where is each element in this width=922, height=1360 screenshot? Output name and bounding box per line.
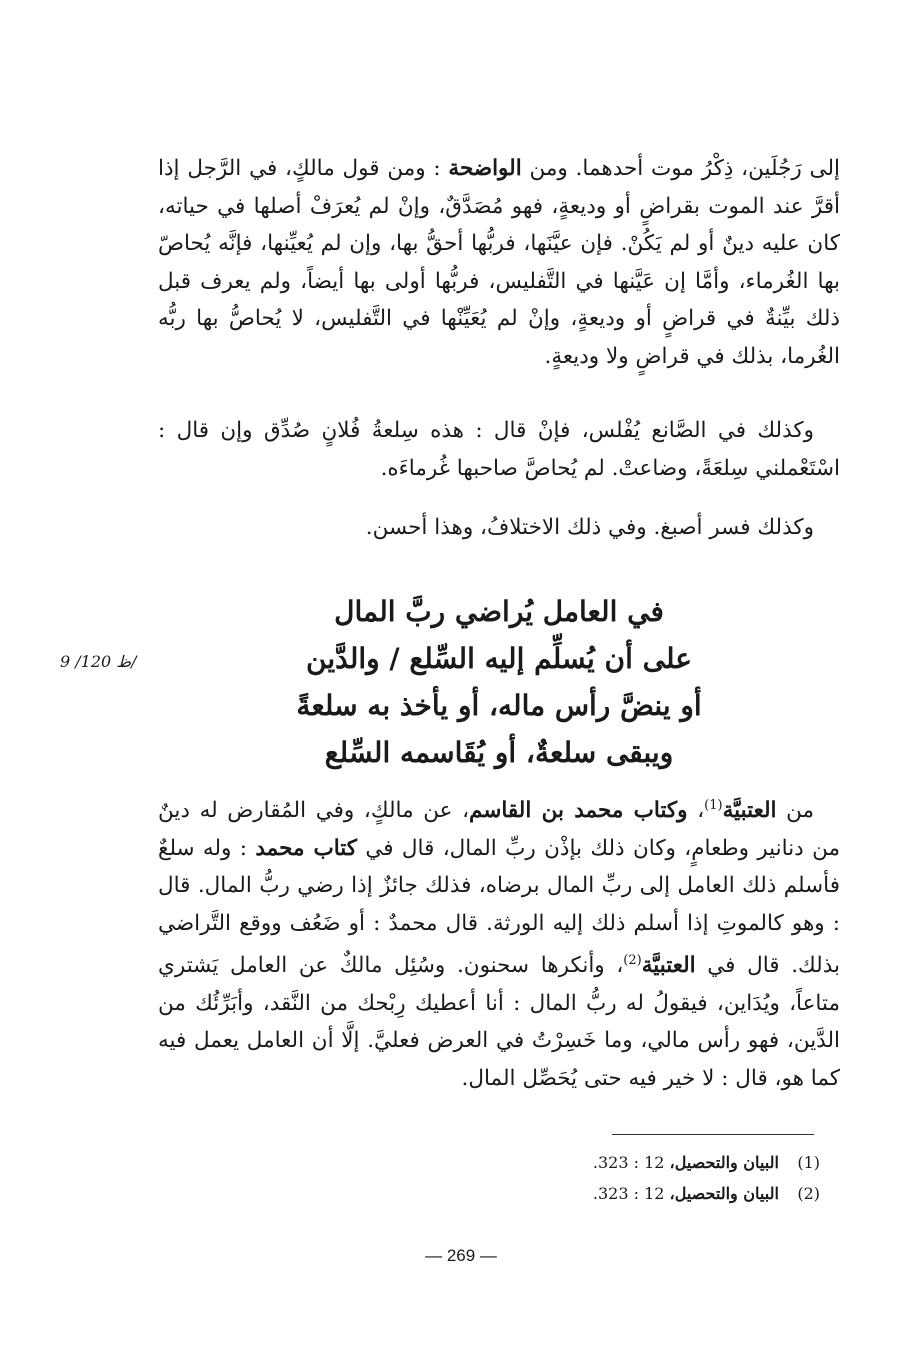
footnote-2 [540, 1178, 820, 1209]
bold-term: وكتاب محمد بن القاسم [469, 798, 688, 824]
footnote-number: (2) [797, 1184, 820, 1203]
text-run: : ومن قول مالكٍ، في الرَّجل إذا أقرَّ عند الموت بقراضٍ أو وديعةٍ، فهو مُصَدَّقٌ، وإنْ لم يُعرَفْ أصلها في حياته، كان عليه دينٌ أو لم يَكُنْ. فإن عيَّنَها، فربُّها أحقُّ بها، وإن لم يُعيِّنها، فإنَّه يُحاصّ بها الغُرماء، وأمَّا إن عَيَّنها في التَّفليس، فربُّها أولى بها أيضاً، ولم يعرف قبل ذلك بيِّنةٌ في قراضٍ أو وديعةٍ، وإنْ لم يُعَيِّنْها في التَّفليس، لا يُحاصُّ بها ربُّه الغُرما، بذلك في قراضٍ ولا وديعةٍ. [158, 156, 840, 369]
text-run: ، عن مالكٍ، وفي المُقارض له دينٌ من دنانير وطعامٍ، وكان ذلك بإذْن ربِّ المال، قال في [158, 798, 840, 861]
bold-term: كتاب محمد [255, 835, 357, 861]
text-run: : وله سلعٌ فأسلم ذلك العامل إلى ربِّ المال برضاه، فذلك جائزٌ إذا رضي ربُّ المال. قال : وهو كالموتِ إذا أسلم ذلك إليه الورثة. قال محمدٌ : أو ضَعُف ووقع التَّراضي بذلك. قال في [158, 835, 840, 979]
heading-line: ويبقى سلعةٌ، أو يُقَاسمه السِّلع [324, 736, 674, 769]
paragraph-3-text: وكذلك فسر أصبغ. وفي ذلك الاختلافُ، وهذا أحسن. [365, 515, 814, 540]
text-run: ، [687, 798, 705, 824]
heading-line: في العامل يُراضي ربَّ المال [334, 595, 664, 628]
footnotes [540, 1147, 820, 1209]
paragraph-4 [158, 787, 840, 1097]
text-run: إلى رَجُلَين، ذِكْرُ موت أحدهما. ومن [521, 156, 840, 181]
footnote-1 [540, 1147, 820, 1178]
bold-term: العتبيَّة [641, 953, 696, 979]
footnote-source: البيان والتحصيل، [669, 1153, 779, 1172]
text-run: ، وأنكرها سحنون. وسُئِل مالكٌ عن العامل يَشتري متاعاً، ويُدَاين، فيقولُ له ربُّ المال : أنا أعطيك رِبْحك من النَّقد، وأبَرِّئُك من الدَّين، فهو رأس مالي، وما خَسِرْتُ في العرض فعليَّ. إلَّا أن العامل يعمل فيه كما هو، قال : لا خير فيه حتى يُحَصِّل المال. [158, 953, 840, 1091]
footnote-reference: 12 : 323. [592, 1153, 665, 1172]
footnote-ref: (1) [704, 798, 723, 813]
footnote-number: (1) [797, 1153, 820, 1172]
manuscript-folio-note: 9 /120 ظ/ [60, 652, 137, 671]
text-run: من [776, 798, 815, 824]
bold-term: العتبيَّة [722, 798, 777, 824]
page-number: — 269 — [425, 1246, 497, 1265]
paragraph-2-text: وكذلك في الصَّانع يُفْلس، فإنْ قال : هذه سِلعةُ فُلانٍ صُدِّق وإن قال : اسْتَعْملني سِلعَةً، وضاعتْ. لم يُحاصَّ صاحبها غُرماءَه. [158, 418, 840, 481]
bold-term: الواضحة [448, 156, 522, 181]
section-heading [158, 588, 840, 776]
paragraph-2 [158, 412, 840, 487]
footnote-ref: (2) [623, 953, 642, 969]
footnote-divider [612, 1134, 814, 1135]
heading-line: على أن يُسلِّم إليه السِّلع / والدَّين [306, 642, 692, 675]
footnote-reference: 12 : 323. [592, 1184, 665, 1203]
paragraph-3 [158, 509, 840, 547]
heading-line: أو ينضَّ رأس ماله، أو يأخذ به سلعةً [296, 689, 702, 722]
footnote-source: البيان والتحصيل، [669, 1184, 779, 1203]
paragraph-1 [158, 150, 840, 375]
